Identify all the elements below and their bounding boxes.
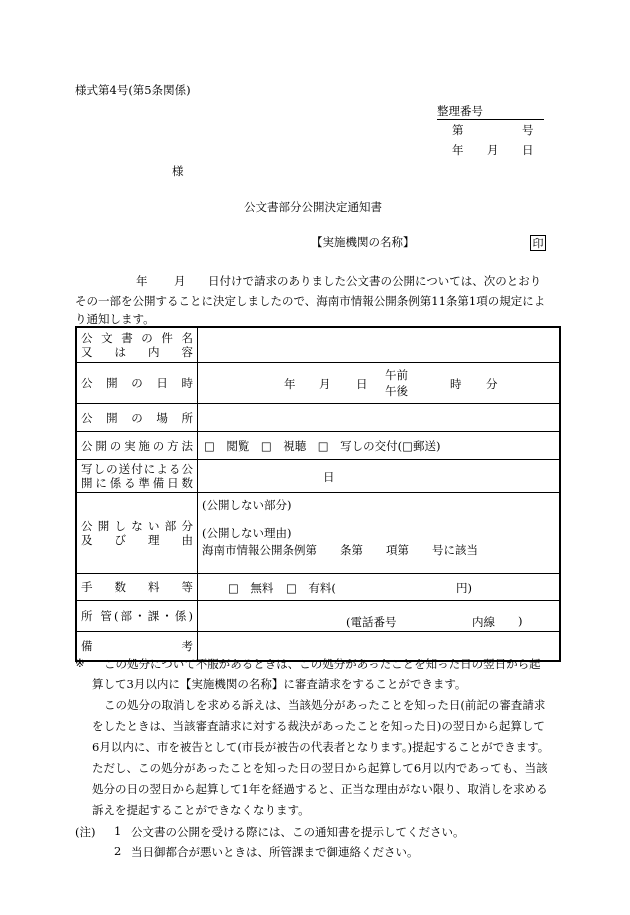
- label-document-subject: 公 文 書 の 件 名 又 は 内 容: [77, 328, 198, 362]
- ordinance-reference: 海南市情報公開条例第 条第 項第 号に該当: [202, 543, 478, 557]
- note-2-line-3: 6月以内に、市を被告として(市長が被告の代表者となります。)提起することができます。: [92, 740, 550, 754]
- date-year: 年: [452, 143, 464, 157]
- days-unit: 日: [323, 470, 335, 484]
- caution-2-text: 当日御都合が悪いときは、所管課まで御連絡ください。: [131, 845, 419, 859]
- caution-2-number: 2: [114, 844, 122, 858]
- row-nondisclosure: [77, 493, 559, 574]
- department-field[interactable]: [198, 601, 559, 631]
- intro-month: 月: [174, 274, 186, 288]
- phone-close-paren: ): [518, 614, 523, 628]
- note-2-line-5: 処分の日の翌日から起算して1年を経過すると、正当な理由がない限り、取消しを求める: [92, 782, 548, 796]
- dt-am: 午前: [385, 368, 408, 382]
- phone-label: (電話番号: [346, 615, 397, 629]
- caution-1-number: 1: [114, 824, 122, 838]
- intro-line-3: り通知します。: [75, 312, 155, 326]
- row-department: [77, 601, 559, 632]
- caution-1-text: 公文書の公開を受ける際には、この通知書を提示してください。: [131, 825, 465, 839]
- row-document-subject: [77, 328, 559, 363]
- label-department: 所 管(部・課・係): [77, 601, 198, 631]
- seal-mark: 印: [530, 235, 546, 251]
- reference-number-label: 整理番号: [437, 104, 483, 118]
- label-nondisclosure: 公 開 し な い 部 分 及 び 理 由: [77, 493, 198, 573]
- fees-field[interactable]: [198, 574, 559, 600]
- dt-pm: 午後: [385, 384, 408, 398]
- document-no-prefix: 第: [452, 123, 464, 137]
- note-2-line-2: をしたときは、当該審査請求に対する裁決があったことを知った日)の翌日から起算して: [92, 719, 545, 733]
- row-disclosure-datetime: [77, 363, 559, 404]
- note-1-line-1: この処分について不服があるときは、この処分があったことを知った日の翌日から起: [104, 657, 541, 671]
- intro-line-2: その一部を公開することに決定しましたので、海南市情報公開条例第11条第1項の規定によ: [75, 294, 546, 308]
- form-number: 様式第4号(第5条関係): [75, 83, 191, 97]
- fee-free-option: □ 無料: [228, 581, 274, 595]
- note-2-line-4: ただし、この処分があったことを知った日の翌日から起算して6月以内であっても、当該: [92, 761, 548, 775]
- preparation-days-field[interactable]: [198, 460, 559, 492]
- document-no-suffix: 号: [522, 123, 534, 137]
- dt-month: 月: [319, 377, 331, 391]
- date-day: 日: [522, 143, 534, 157]
- nondisclosure-field[interactable]: [198, 493, 559, 573]
- label-remarks: 備 考: [77, 632, 198, 660]
- dt-minute: 分: [486, 377, 498, 391]
- intro-year: 年: [136, 274, 148, 288]
- disclosure-method-options[interactable]: [198, 432, 559, 459]
- document-title: 公文書部分公開決定通知書: [244, 200, 382, 214]
- label-disclosure-method: 公開の実施の方法: [77, 432, 198, 459]
- disclosure-form-table: [75, 326, 561, 662]
- method-options-text: □ 閲覧 □ 視聴 □ 写しの交付(□郵送): [204, 439, 441, 453]
- dt-hour: 時: [450, 377, 462, 391]
- label-disclosure-place: 公 開 の 場 所: [77, 404, 198, 431]
- note-1-line-2: 算して3月以内に【実施機関の名称】に審査請求をすることができます。: [92, 677, 467, 691]
- intro-line-1: 日付けで請求のありました公文書の公開については、次のとおり: [208, 274, 542, 288]
- note-2-line-1: この処分の取消しを求める訴えは、当該処分があったことを知った日(前記の審査請求: [104, 698, 546, 712]
- date-month: 月: [487, 143, 499, 157]
- disclosure-datetime-field[interactable]: [198, 363, 559, 403]
- document-subject-field[interactable]: [198, 328, 559, 362]
- agency-name: 【実施機関の名称】: [311, 235, 415, 249]
- row-disclosure-method: [77, 432, 559, 460]
- row-fees: [77, 574, 559, 601]
- note-2-line-6: 訴えを提起することができなくなります。: [92, 803, 310, 817]
- addressee-suffix: 様: [172, 164, 184, 178]
- row-disclosure-place: [77, 404, 559, 432]
- nondisclosure-reason-label: (公開しない理由): [202, 526, 292, 540]
- nondisclosed-part-label: (公開しない部分): [202, 498, 292, 512]
- disclosure-place-field[interactable]: [198, 404, 559, 431]
- reference-number-field[interactable]: [437, 103, 544, 120]
- dt-day: 日: [356, 377, 368, 391]
- caution-label: (注): [75, 825, 96, 839]
- label-fees: 手 数 料 等: [77, 574, 198, 600]
- note-mark: ※: [75, 656, 85, 670]
- fee-yen-unit: 円): [456, 581, 472, 595]
- label-disclosure-datetime: 公 開 の 日 時: [77, 363, 198, 403]
- dt-year: 年: [284, 377, 296, 391]
- fee-paid-option: □ 有料(: [286, 581, 336, 595]
- row-preparation-days: [77, 460, 559, 493]
- extension-label: 内線: [472, 615, 495, 629]
- label-preparation-days: 写しの送付による公 開に係る準備日数: [77, 460, 198, 492]
